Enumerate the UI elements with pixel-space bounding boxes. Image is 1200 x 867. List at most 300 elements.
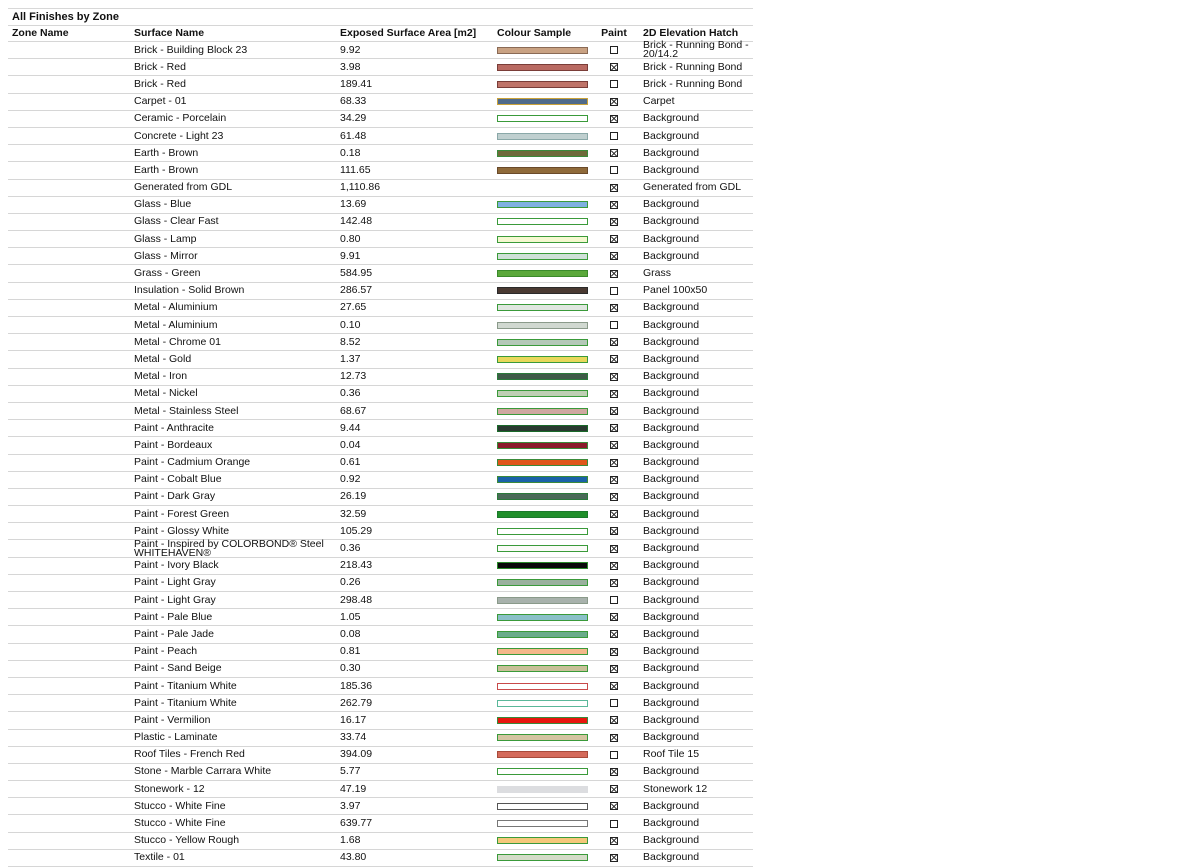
table-row (8, 93, 753, 110)
checked-box-icon (610, 252, 618, 260)
checked-box-icon (610, 837, 618, 845)
colour-swatch (497, 717, 588, 724)
hatch-cell: Panel 100x50 (643, 284, 708, 297)
hatch-cell: Background (643, 799, 700, 812)
paint-cell (600, 747, 628, 763)
hatch-cell: Background (643, 146, 700, 159)
colour-sample-cell (497, 506, 593, 522)
colour-sample-cell (497, 764, 593, 780)
checked-box-icon (610, 184, 618, 192)
paint-cell (600, 815, 628, 831)
colour-swatch (497, 665, 588, 672)
column-header-hatch: 2D Elevation Hatch (643, 27, 739, 39)
checked-box-icon (610, 149, 618, 157)
colour-sample-cell (497, 781, 593, 797)
zone-name-cell (12, 162, 130, 178)
colour-swatch (497, 768, 588, 775)
surface-area-cell: 111.65 (340, 163, 371, 176)
colour-swatch (497, 236, 588, 243)
surface-area-cell: 0.81 (340, 645, 361, 658)
surface-area-cell: 68.33 (340, 95, 367, 108)
zone-name-cell (12, 815, 130, 831)
surface-area-cell: 9.92 (340, 43, 361, 56)
paint-cell (600, 59, 628, 75)
hatch-cell: Background (643, 473, 700, 486)
column-header-colour: Colour Sample (497, 27, 572, 39)
table-row (8, 213, 753, 230)
checked-box-icon (610, 630, 618, 638)
table-row (8, 75, 753, 92)
colour-swatch (497, 476, 588, 483)
hatch-cell: Background (643, 851, 700, 864)
surface-area-cell: 43.80 (340, 851, 367, 864)
surface-name-cell: Paint - Dark Gray (134, 490, 216, 503)
zone-name-cell (12, 386, 130, 402)
surface-name-cell: Glass - Mirror (134, 249, 198, 262)
surface-area-cell: 394.09 (340, 748, 373, 761)
paint-cell (600, 626, 628, 642)
table-row (8, 471, 753, 488)
zone-name-cell (12, 145, 130, 161)
surface-name-cell: Paint - Light Gray (134, 593, 216, 606)
colour-sample-cell (497, 712, 593, 728)
colour-swatch (497, 287, 588, 294)
colour-swatch (497, 304, 588, 311)
colour-swatch (497, 133, 588, 140)
colour-sample-cell (497, 59, 593, 75)
colour-sample-cell (497, 609, 593, 625)
zone-name-cell (12, 798, 130, 814)
hatch-cell: Background (643, 318, 700, 331)
zone-name-cell (12, 712, 130, 728)
hatch-cell: Background (643, 301, 700, 314)
hatch-cell: Background (643, 387, 700, 400)
colour-sample-cell (497, 540, 593, 556)
surface-area-cell: 584.95 (340, 267, 373, 280)
colour-swatch (497, 528, 588, 535)
colour-sample-cell (497, 42, 593, 58)
report-title: All Finishes by Zone (8, 8, 753, 25)
colour-sample-cell (497, 798, 593, 814)
surface-area-cell: 0.18 (340, 146, 361, 159)
table-row (8, 264, 753, 281)
hatch-cell: Background (643, 232, 700, 245)
colour-swatch (497, 803, 588, 810)
zone-name-cell (12, 197, 130, 213)
colour-sample-cell (497, 300, 593, 316)
table-row (8, 729, 753, 746)
empty-box-icon (610, 699, 618, 707)
checked-box-icon (610, 648, 618, 656)
zone-name-cell (12, 420, 130, 436)
table-row (8, 677, 753, 694)
checked-box-icon (610, 235, 618, 243)
surface-name-cell: Paint - Titanium White (134, 696, 237, 709)
hatch-cell: Background (643, 696, 700, 709)
colour-swatch (497, 373, 588, 380)
paint-cell (600, 712, 628, 728)
colour-sample-cell (497, 334, 593, 350)
paint-cell (600, 180, 628, 196)
paint-cell (600, 145, 628, 161)
surface-area-cell: 0.61 (340, 456, 361, 469)
colour-swatch (497, 614, 588, 621)
surface-name-cell: Stucco - White Fine (134, 799, 226, 812)
hatch-cell: Background (643, 593, 700, 606)
paint-cell (600, 506, 628, 522)
surface-name-cell: Stone - Marble Carrara White (134, 765, 272, 778)
colour-swatch (497, 562, 588, 569)
colour-sample-cell (497, 678, 593, 694)
checked-box-icon (610, 665, 618, 673)
paint-cell (600, 609, 628, 625)
zone-name-cell (12, 59, 130, 75)
empty-box-icon (610, 321, 618, 329)
paint-cell (600, 575, 628, 591)
table-row (8, 419, 753, 436)
table-row (8, 247, 753, 264)
colour-sample-cell (497, 180, 593, 196)
table-row (8, 350, 753, 367)
paint-cell (600, 850, 628, 866)
paint-cell (600, 695, 628, 711)
hatch-cell: Carpet (643, 95, 675, 108)
surface-area-cell: 3.98 (340, 60, 361, 73)
table-row (8, 230, 753, 247)
colour-sample-cell (497, 661, 593, 677)
hatch-cell: Background (643, 352, 700, 365)
colour-sample-cell (497, 351, 593, 367)
checked-box-icon (610, 63, 618, 71)
zone-name-cell (12, 437, 130, 453)
zone-name-cell (12, 334, 130, 350)
zone-name-cell (12, 850, 130, 866)
zone-name-cell (12, 231, 130, 247)
colour-swatch (497, 322, 588, 329)
surface-area-cell: 0.04 (340, 438, 361, 451)
surface-name-cell: Metal - Gold (134, 352, 192, 365)
table-row (8, 814, 753, 831)
surface-area-cell: 189.41 (340, 77, 373, 90)
surface-area-cell: 34.29 (340, 112, 367, 125)
surface-area-cell: 0.80 (340, 232, 361, 245)
zone-name-cell (12, 747, 130, 763)
surface-area-cell: 218.43 (340, 559, 373, 572)
table-row (8, 39, 753, 61)
table-row (8, 402, 753, 419)
zone-name-cell (12, 403, 130, 419)
colour-swatch (497, 408, 588, 415)
paint-cell (600, 489, 628, 505)
checked-box-icon (610, 338, 618, 346)
surface-name-cell: Metal - Aluminium (134, 301, 218, 314)
colour-swatch (497, 425, 588, 432)
surface-area-cell: 142.48 (340, 215, 373, 228)
table-row (8, 110, 753, 127)
zone-name-cell (12, 592, 130, 608)
zone-name-cell (12, 695, 130, 711)
hatch-cell: Background (643, 163, 700, 176)
table-row (8, 694, 753, 711)
surface-area-cell: 262.79 (340, 696, 373, 709)
zone-name-cell (12, 472, 130, 488)
paint-cell (600, 592, 628, 608)
checked-box-icon (610, 476, 618, 484)
colour-sample-cell (497, 317, 593, 333)
table-row (8, 282, 753, 299)
colour-sample-cell (497, 815, 593, 831)
checked-box-icon (610, 459, 618, 467)
paint-cell (600, 661, 628, 677)
checked-box-icon (610, 768, 618, 776)
surface-name-cell: Paint - Pale Blue (134, 610, 213, 623)
zone-name-cell (12, 678, 130, 694)
colour-sample-cell (497, 94, 593, 110)
paint-cell (600, 265, 628, 281)
table-row (8, 608, 753, 625)
colour-sample-cell (497, 231, 593, 247)
paint-cell (600, 162, 628, 178)
colour-sample-cell (497, 369, 593, 385)
zone-name-cell (12, 609, 130, 625)
checked-box-icon (610, 355, 618, 363)
hatch-cell: Background (643, 370, 700, 383)
empty-box-icon (610, 166, 618, 174)
paint-cell (600, 128, 628, 144)
hatch-cell: Background (643, 610, 700, 623)
colour-sample-cell (497, 644, 593, 660)
surface-area-cell: 0.92 (340, 473, 361, 486)
surface-name-cell: Concrete - Light 23 (134, 129, 224, 142)
hatch-cell: Brick - Running Bond - 20/14.2 (643, 39, 749, 61)
table-body (8, 41, 753, 867)
surface-name-cell: Metal - Stainless Steel (134, 404, 239, 417)
table-row (8, 522, 753, 539)
surface-name-cell: Stonework - 12 (134, 782, 205, 795)
surface-name-cell: Paint - Pale Jade (134, 627, 214, 640)
paint-cell (600, 781, 628, 797)
colour-swatch (497, 218, 588, 225)
surface-name-cell: Paint - Titanium White (134, 679, 237, 692)
surface-name-cell: Brick - Building Block 23 (134, 43, 248, 56)
zone-name-cell (12, 626, 130, 642)
table-row (8, 316, 753, 333)
surface-name-cell: Paint - Glossy White (134, 524, 230, 537)
hatch-cell: Background (643, 713, 700, 726)
paint-cell (600, 558, 628, 574)
checked-box-icon (610, 493, 618, 501)
checked-box-icon (610, 613, 618, 621)
paint-cell (600, 472, 628, 488)
hatch-cell: Background (643, 335, 700, 348)
hatch-cell: Generated from GDL (643, 181, 742, 194)
surface-area-cell: 26.19 (340, 490, 367, 503)
colour-swatch (497, 442, 588, 449)
table-row (8, 849, 753, 867)
empty-box-icon (610, 132, 618, 140)
checked-box-icon (610, 562, 618, 570)
empty-box-icon (610, 596, 618, 604)
table-row (8, 196, 753, 213)
checked-box-icon (610, 802, 618, 810)
hatch-cell: Background (643, 215, 700, 228)
table-row (8, 299, 753, 316)
colour-swatch (497, 339, 588, 346)
surface-name-cell: Brick - Red (134, 60, 186, 73)
paint-cell (600, 455, 628, 471)
paint-cell (600, 76, 628, 92)
colour-swatch (497, 64, 588, 71)
hatch-cell: Background (643, 421, 700, 434)
colour-sample-cell (497, 575, 593, 591)
surface-name-cell: Earth - Brown (134, 163, 199, 176)
surface-name-cell: Paint - Bordeaux (134, 438, 213, 451)
hatch-cell: Background (643, 645, 700, 658)
paint-cell (600, 644, 628, 660)
zone-name-cell (12, 833, 130, 849)
table-row (8, 333, 753, 350)
colour-swatch (497, 751, 588, 758)
checked-box-icon (610, 716, 618, 724)
hatch-cell: Background (643, 198, 700, 211)
zone-name-cell (12, 76, 130, 92)
surface-name-cell: Glass - Lamp (134, 232, 197, 245)
checked-box-icon (610, 510, 618, 518)
surface-name-cell: Textile - 01 (134, 851, 185, 864)
surface-area-cell: 0.08 (340, 627, 361, 640)
surface-area-cell: 0.36 (340, 542, 361, 555)
table-row (8, 574, 753, 591)
zone-name-cell (12, 558, 130, 574)
colour-sample-cell (497, 248, 593, 264)
table-row (8, 660, 753, 677)
paint-cell (600, 197, 628, 213)
surface-area-cell: 286.57 (340, 284, 373, 297)
table-row (8, 488, 753, 505)
colour-sample-cell (497, 76, 593, 92)
table-row (8, 625, 753, 642)
colour-sample-cell (497, 695, 593, 711)
table-row (8, 385, 753, 402)
colour-sample-cell (497, 730, 593, 746)
hatch-cell: Background (643, 112, 700, 125)
surface-name-cell: Paint - Peach (134, 645, 198, 658)
zone-name-cell (12, 644, 130, 660)
zone-name-cell (12, 661, 130, 677)
hatch-cell: Background (643, 662, 700, 675)
colour-sample-cell (497, 403, 593, 419)
surface-name-cell: Carpet - 01 (134, 95, 187, 108)
table-row (8, 557, 753, 574)
hatch-cell: Background (643, 834, 700, 847)
hatch-cell: Background (643, 576, 700, 589)
colour-swatch (497, 648, 588, 655)
paint-cell (600, 334, 628, 350)
checked-box-icon (610, 527, 618, 535)
surface-name-cell: Paint - Cadmium Orange (134, 456, 251, 469)
surface-area-cell: 3.97 (340, 799, 361, 812)
surface-name-cell: Metal - Nickel (134, 387, 198, 400)
paint-cell (600, 833, 628, 849)
table-row (8, 832, 753, 849)
checked-box-icon (610, 424, 618, 432)
colour-swatch (497, 511, 588, 518)
hatch-cell: Background (643, 559, 700, 572)
hatch-cell: Background (643, 438, 700, 451)
surface-area-cell: 298.48 (340, 593, 373, 606)
table-row (8, 537, 753, 559)
surface-name-cell: Paint - Sand Beige (134, 662, 222, 675)
colour-swatch (497, 270, 588, 277)
colour-swatch (497, 201, 588, 208)
colour-sample-cell (497, 558, 593, 574)
colour-swatch (497, 700, 588, 707)
paint-cell (600, 678, 628, 694)
colour-swatch (497, 683, 588, 690)
colour-sample-cell (497, 145, 593, 161)
checked-box-icon (610, 390, 618, 398)
hatch-cell: Brick - Running Bond (643, 60, 743, 73)
hatch-cell: Background (643, 542, 700, 555)
surface-name-cell: Metal - Aluminium (134, 318, 218, 331)
checked-box-icon (610, 304, 618, 312)
colour-swatch (497, 115, 588, 122)
table-row (8, 436, 753, 453)
surface-name-cell: Metal - Iron (134, 370, 188, 383)
table-row (8, 454, 753, 471)
checked-box-icon (610, 98, 618, 106)
surface-area-cell: 12.73 (340, 370, 367, 383)
paint-cell (600, 248, 628, 264)
hatch-cell: Background (643, 524, 700, 537)
surface-area-cell: 9.91 (340, 249, 361, 262)
column-header-zone: Zone Name (12, 27, 69, 39)
zone-name-cell (12, 764, 130, 780)
table-row (8, 591, 753, 608)
zone-name-cell (12, 523, 130, 539)
checked-box-icon (610, 115, 618, 123)
surface-area-cell: 0.10 (340, 318, 361, 331)
table-row (8, 144, 753, 161)
zone-name-cell (12, 540, 130, 556)
colour-swatch (497, 734, 588, 741)
colour-swatch (497, 98, 588, 105)
colour-swatch (497, 150, 588, 157)
checked-box-icon (610, 441, 618, 449)
colour-swatch (497, 253, 588, 260)
checked-box-icon (610, 218, 618, 226)
paint-cell (600, 540, 628, 556)
paint-cell (600, 369, 628, 385)
colour-sample-cell (497, 489, 593, 505)
zone-name-cell (12, 180, 130, 196)
surface-area-cell: 9.44 (340, 421, 361, 434)
hatch-cell: Stonework 12 (643, 782, 708, 795)
paint-cell (600, 403, 628, 419)
surface-name-cell: Paint - Cobalt Blue (134, 473, 222, 486)
empty-box-icon (610, 287, 618, 295)
table-row (8, 746, 753, 763)
surface-area-cell: 0.26 (340, 576, 361, 589)
colour-sample-cell (497, 197, 593, 213)
column-header-paint: Paint (601, 27, 627, 39)
colour-sample-cell (497, 162, 593, 178)
zone-name-cell (12, 300, 130, 316)
colour-swatch (497, 390, 588, 397)
surface-area-cell: 1.37 (340, 352, 361, 365)
finishes-report (8, 8, 753, 867)
surface-name-cell: Brick - Red (134, 77, 186, 90)
